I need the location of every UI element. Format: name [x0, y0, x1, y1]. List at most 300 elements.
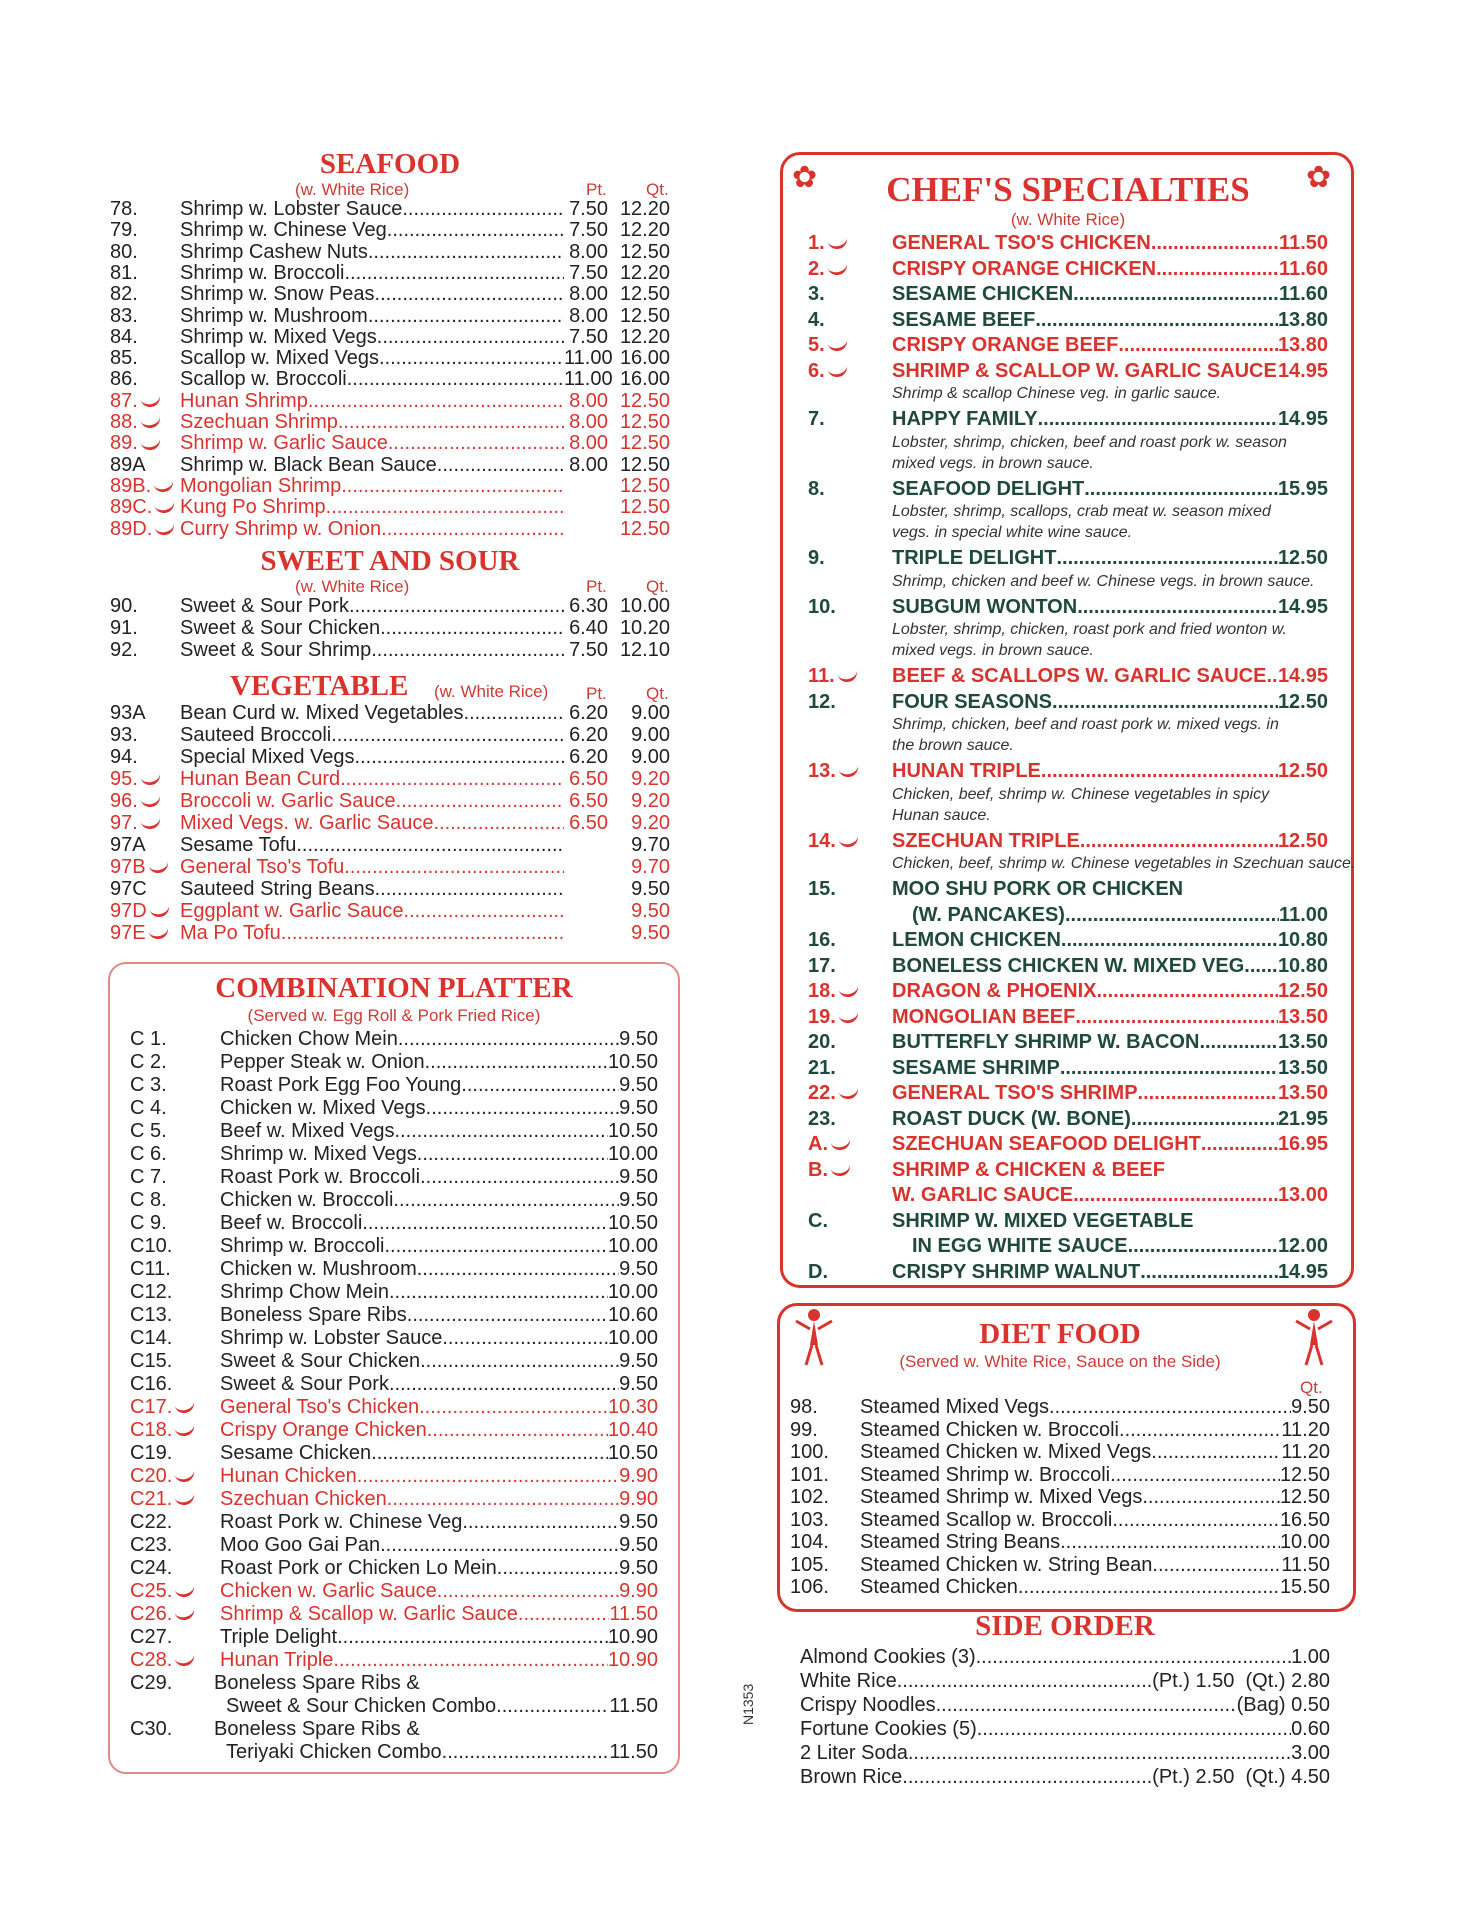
chef-item-row — [808, 309, 1328, 334]
sweet-sour-subtitle: (w. White Rice) — [295, 577, 410, 596]
item-price-quart: 12.50 — [619, 283, 670, 306]
item-number: C 6. — [130, 1143, 167, 1165]
item-description — [892, 853, 1355, 874]
item-price: 10.90 — [607, 1626, 658, 1648]
leader-dots — [340, 768, 564, 791]
item-name: Shrimp w. Chinese Veg. — [180, 219, 393, 242]
item-name: TRIPLE DELIGHT — [892, 547, 1057, 569]
item-name: Sauteed Broccoli — [180, 724, 332, 746]
item-name: MOO SHU PORK OR CHICKEN — [892, 878, 1184, 900]
leader-dots — [1073, 1184, 1278, 1207]
item-price: 10.00 — [607, 1143, 658, 1165]
item-price: 13.80 — [1277, 308, 1328, 331]
item-price: 9.50 — [619, 1373, 658, 1395]
item-name: SUBGUM WONTON — [892, 595, 1078, 618]
item-number: 89B. — [110, 475, 180, 498]
menu-item-row — [110, 411, 670, 433]
leader-dots — [1112, 1509, 1280, 1532]
item-name: 2 Liter Soda — [800, 1742, 908, 1764]
combo-item-row — [130, 1235, 658, 1257]
item-price: 10.00 — [607, 1281, 658, 1303]
item-price: 9.50 — [619, 1258, 658, 1280]
item-name: W. GARLIC SAUCE — [892, 1184, 1074, 1206]
leader-dots — [1096, 980, 1277, 1003]
combo-item-row — [130, 1350, 658, 1372]
menu-item-row — [110, 198, 670, 220]
item-number: C26. — [130, 1603, 220, 1626]
leader-dots — [1056, 547, 1277, 570]
item-price-pint: 8.00 — [569, 389, 608, 412]
side-item-row — [800, 1646, 1330, 1668]
leader-dots — [437, 454, 564, 477]
combo-item-row-cont — [130, 1695, 658, 1717]
item-number: 1. — [808, 232, 892, 255]
menu-item-row — [110, 617, 670, 639]
item-price-quart: 12.20 — [619, 325, 670, 348]
item-price: 1.00 — [1291, 1646, 1330, 1668]
item-number: 105. — [790, 1553, 829, 1576]
item-price: 13.50 — [1277, 1082, 1328, 1104]
chef-item-row — [808, 1057, 1328, 1082]
item-price: 9.90 — [619, 1580, 658, 1602]
leader-dots — [1266, 665, 1277, 688]
side-title: SIDE ORDER — [975, 1610, 1155, 1642]
seafood-title: SEAFOOD — [319, 148, 461, 180]
combo-item-row — [130, 1511, 658, 1533]
leader-dots — [368, 241, 564, 264]
item-name: Steamed Mixed Vegs. — [860, 1396, 1055, 1418]
leader-dots — [417, 1258, 619, 1281]
leader-dots — [908, 1742, 1291, 1765]
item-number: C23. — [130, 1534, 173, 1556]
item-price-pint: 11.00 — [564, 368, 613, 391]
item-number: 23. — [808, 1107, 836, 1130]
item-description — [892, 784, 1269, 826]
leader-dots — [976, 1646, 1291, 1669]
item-number: C14. — [130, 1327, 173, 1349]
item-price: 10.30 — [607, 1396, 658, 1418]
leader-dots — [1073, 283, 1279, 306]
item-price-quart: 10.20 — [619, 617, 670, 639]
item-name: Steamed Chicken w. String Bean — [860, 1553, 1153, 1576]
leader-dots — [281, 922, 564, 945]
item-number: C 7. — [130, 1166, 167, 1188]
item-name: Bean Curd w. Mixed Vegetables — [180, 702, 464, 724]
item-description-line: Chicken, beef, shrimp w. Chinese vegetables in Szechuan sauce. — [892, 855, 1356, 872]
item-number: 21. — [808, 1056, 836, 1079]
item-name: Shrimp w. Broccoli — [180, 261, 345, 284]
combo-item-row — [130, 1557, 658, 1579]
leader-dots — [1138, 1082, 1278, 1105]
item-price: 9.50 — [619, 1074, 658, 1096]
item-name: ROAST DUCK (W. BONE) — [892, 1107, 1131, 1130]
item-description-line: the brown sauce. — [892, 737, 1014, 754]
item-name: Chicken Chow Mein — [220, 1028, 398, 1050]
item-price-pint: 8.00 — [569, 304, 608, 327]
chili-pepper-icon — [827, 338, 849, 353]
item-price-pint: 11.00 — [564, 347, 613, 370]
item-price: (Pt.) 2.50 (Qt.) 4.50 — [1152, 1766, 1330, 1788]
leader-dots — [1077, 596, 1278, 619]
item-number: 22. — [808, 1082, 892, 1105]
item-number: 6. — [808, 360, 892, 383]
leader-dots — [1084, 478, 1278, 501]
chili-pepper-icon — [174, 1607, 196, 1622]
combo-item-row — [130, 1074, 658, 1096]
side-item-row — [800, 1670, 1330, 1692]
combo-item-row — [130, 1442, 658, 1464]
leader-dots — [296, 834, 564, 857]
leader-dots — [380, 1534, 619, 1557]
leader-dots — [1075, 1006, 1278, 1029]
combo-subtitle: (Served w. Egg Roll & Pork Fried Rice) — [247, 1006, 541, 1025]
item-price: 10.50 — [607, 1051, 658, 1073]
chili-pepper-icon — [174, 1584, 196, 1599]
leader-dots — [1152, 1554, 1281, 1577]
combo-item-row — [130, 1189, 658, 1211]
item-price-pint: 8.00 — [569, 240, 608, 263]
item-name: Broccoli w. Garlic Sauce — [180, 790, 396, 812]
item-number: 103. — [790, 1508, 829, 1531]
leader-dots — [392, 219, 564, 242]
item-price-quart: 9.50 — [631, 922, 670, 944]
item-price: 10.90 — [607, 1649, 658, 1671]
item-number: D. — [808, 1260, 828, 1283]
item-number: 10. — [808, 595, 836, 618]
combo-item-row — [130, 1258, 658, 1280]
leader-dots — [431, 1097, 619, 1120]
item-price: 9.90 — [619, 1488, 658, 1510]
item-price: 10.50 — [607, 1212, 658, 1234]
item-number: C24. — [130, 1557, 173, 1579]
menu-item-row — [110, 518, 670, 540]
menu-item-row — [110, 856, 670, 878]
leader-dots — [936, 1694, 1237, 1717]
item-price: 12.00 — [1277, 1235, 1328, 1257]
leader-dots — [1052, 691, 1278, 714]
item-price: 11.00 — [1279, 903, 1328, 926]
item-name: MONGOLIAN BEEF — [892, 1005, 1076, 1028]
item-price: 21.95 — [1277, 1107, 1328, 1130]
item-number: C12. — [130, 1281, 173, 1303]
sweet-sour-col-qt: Qt. — [646, 577, 669, 596]
item-number: 5. — [808, 334, 892, 357]
item-price: 11.60 — [1279, 257, 1328, 280]
item-number: 89D. — [110, 518, 180, 541]
chili-pepper-icon — [140, 794, 162, 809]
item-name: Sesame Chicken — [220, 1442, 372, 1464]
item-name: White Rice — [800, 1670, 897, 1692]
item-name: Shrimp w. Mixed Vegs. — [180, 325, 383, 348]
item-description — [892, 432, 1287, 474]
combo-item-row — [130, 1649, 658, 1671]
leader-dots — [338, 411, 564, 434]
leader-dots — [398, 1028, 619, 1051]
item-price-quart: 12.50 — [619, 517, 670, 540]
item-name: SEAFOOD DELIGHT — [892, 477, 1085, 500]
item-number: 102. — [790, 1486, 829, 1508]
leader-dots — [1244, 955, 1278, 978]
item-name: Boneless Spare Ribs & — [214, 1718, 420, 1740]
leader-dots — [433, 812, 564, 835]
item-name: Shrimp w. Garlic Sauce — [180, 432, 388, 455]
diet-item-row — [790, 1554, 1330, 1576]
item-number: 104. — [790, 1531, 829, 1553]
diet-col-qt: Qt. — [1300, 1378, 1323, 1397]
item-name: Hunan Bean Curd — [180, 768, 341, 790]
item-number: 97A — [110, 834, 146, 856]
chef-item-row — [808, 1159, 1328, 1184]
item-number: C13. — [130, 1304, 173, 1326]
leader-dots — [1080, 830, 1278, 853]
item-name: Chicken w. Mixed Vegs. — [220, 1097, 432, 1119]
item-name: General Tso's Chicken — [220, 1396, 420, 1418]
side-item-row — [800, 1718, 1330, 1740]
item-name: BUTTERFLY SHRIMP W. BACON — [892, 1031, 1200, 1053]
item-number: 78. — [110, 198, 138, 220]
chef-item-row — [808, 904, 1328, 929]
item-number: 9. — [808, 547, 825, 569]
chili-pepper-icon — [174, 1400, 196, 1415]
leader-dots — [1128, 1235, 1278, 1258]
leader-dots — [345, 262, 565, 285]
item-name: Roast Pork or Chicken Lo Mein — [220, 1557, 497, 1579]
item-number: 92. — [110, 639, 138, 661]
leader-dots — [1065, 904, 1279, 927]
leader-dots — [387, 1488, 619, 1511]
item-price: 16.50 — [1279, 1508, 1330, 1531]
diet-item-row — [790, 1396, 1330, 1418]
menu-item-row — [110, 241, 670, 263]
item-price: 10.80 — [1277, 929, 1328, 951]
item-price-quart: 9.50 — [631, 878, 670, 900]
leader-dots — [1157, 1441, 1282, 1464]
seafood-col-qt: Qt. — [646, 180, 669, 199]
leader-dots — [337, 1626, 608, 1649]
leader-dots — [308, 390, 564, 413]
leader-dots — [389, 1281, 608, 1304]
item-price: 11.50 — [1281, 1553, 1330, 1576]
leader-dots — [1041, 760, 1278, 783]
leader-dots — [419, 1396, 608, 1419]
leader-dots — [371, 1442, 608, 1465]
combo-item-row — [130, 1672, 658, 1694]
item-name: LEMON CHICKEN — [892, 929, 1061, 951]
item-price-quart: 9.70 — [631, 834, 670, 856]
item-name: Mongolian Shrimp — [180, 474, 342, 497]
item-number: C. — [808, 1209, 828, 1232]
item-name: Brown Rice — [800, 1766, 903, 1788]
item-price: 12.50 — [1277, 760, 1328, 782]
item-number: C 3. — [130, 1074, 167, 1096]
leader-dots — [380, 617, 564, 640]
item-description-line: Lobster, shrimp, chicken, roast pork and fried wonton w. — [892, 621, 1287, 638]
item-number: 87. — [110, 390, 180, 413]
chili-pepper-icon — [830, 1163, 852, 1178]
item-price: 0.60 — [1291, 1718, 1330, 1740]
leader-dots — [326, 496, 564, 519]
flower-corner-icon: ✿ — [1306, 161, 1332, 194]
item-number: 7. — [808, 408, 825, 430]
chili-pepper-icon — [174, 1653, 196, 1668]
leader-dots — [497, 1557, 619, 1580]
chef-item-row — [808, 596, 1328, 621]
item-number: 16. — [808, 929, 836, 951]
leader-dots — [333, 1649, 608, 1672]
item-name: Scallop w. Broccoli — [180, 368, 347, 391]
item-price: 9.50 — [619, 1557, 658, 1579]
item-price: 10.00 — [1279, 1531, 1330, 1553]
item-price: 9.50 — [619, 1534, 658, 1556]
item-price: 10.50 — [607, 1442, 658, 1464]
item-name: IN EGG WHITE SAUCE — [912, 1235, 1128, 1257]
item-number: C15. — [130, 1350, 173, 1372]
chef-item-row — [808, 1031, 1328, 1056]
item-price-pint: 7.50 — [569, 639, 608, 661]
leader-dots — [385, 1235, 608, 1258]
item-number: A. — [808, 1133, 892, 1156]
item-name: SESAME CHICKEN — [892, 283, 1074, 305]
item-number: 90. — [110, 595, 138, 617]
leader-dots — [385, 347, 564, 370]
item-price: 15.50 — [1279, 1576, 1330, 1598]
combo-item-row — [130, 1626, 658, 1648]
item-name: Shrimp w. Lobster Sauce — [180, 198, 403, 220]
item-name: Shrimp & Scallop w. Garlic Sauce — [220, 1603, 518, 1625]
chili-pepper-icon — [827, 236, 849, 251]
menu-item-row — [110, 219, 670, 241]
leader-dots — [468, 1511, 619, 1534]
item-price-quart: 12.50 — [619, 240, 670, 263]
menu-item-row — [110, 475, 670, 497]
item-price: 9.50 — [619, 1189, 658, 1211]
item-name: Moo Goo Gai Pan — [220, 1534, 381, 1556]
chef-item-row — [808, 1235, 1328, 1260]
item-price-quart: 9.70 — [631, 856, 670, 878]
item-price-quart: 12.20 — [619, 261, 670, 284]
diet-title: DIET FOOD — [979, 1318, 1141, 1350]
chili-pepper-icon — [838, 834, 860, 849]
leader-dots — [1060, 1057, 1278, 1080]
item-price: 12.50 — [1279, 1463, 1330, 1486]
item-name: Scallop w. Mixed Vegs. — [180, 347, 385, 370]
item-description-line: Lobster, shrimp, scallops, crab meat w. season mixed — [892, 503, 1271, 520]
item-price: 11.60 — [1279, 283, 1328, 305]
item-price: (Bag) 0.50 — [1236, 1694, 1330, 1716]
chili-pepper-icon — [140, 437, 162, 452]
item-price-quart: 12.50 — [619, 474, 670, 497]
item-number: C25. — [130, 1580, 220, 1603]
diet-item-row — [790, 1486, 1330, 1508]
item-name: Hunan Triple — [220, 1649, 334, 1671]
chef-item-row — [808, 258, 1328, 283]
item-number: 85. — [110, 347, 138, 370]
item-price-pint: 8.00 — [569, 411, 608, 433]
item-price: 11.50 — [609, 1741, 658, 1763]
seafood-subtitle: (w. White Rice) — [295, 180, 410, 199]
leader-dots — [368, 305, 564, 328]
item-price: 13.50 — [1277, 1056, 1328, 1079]
item-number: 3. — [808, 283, 825, 305]
item-name: Steamed Chicken w. Mixed Vegs. — [860, 1441, 1157, 1463]
chili-pepper-icon — [148, 926, 170, 941]
item-number: 97E — [110, 922, 180, 945]
item-price-quart: 12.10 — [619, 639, 670, 661]
item-price-quart: 12.50 — [619, 411, 670, 433]
chef-title: CHEF'S SPECIALTIES — [886, 170, 1250, 209]
vegetable-col-pt: Pt. — [586, 684, 607, 703]
item-price: 9.50 — [619, 1028, 658, 1050]
leader-dots — [437, 1580, 619, 1603]
item-number: 97D — [110, 900, 180, 923]
item-name: Shrimp w. Black Bean Sauce — [180, 453, 437, 476]
item-name: Eggplant w. Garlic Sauce — [180, 900, 404, 922]
seafood-section — [110, 148, 670, 538]
item-name: Chicken w. Mushroom — [220, 1258, 417, 1280]
item-name: CRISPY ORANGE BEEF — [892, 334, 1119, 356]
flower-corner-icon: ✿ — [792, 161, 818, 194]
leader-dots — [388, 432, 564, 455]
item-price-quart: 12.50 — [619, 453, 670, 476]
chili-pepper-icon — [838, 984, 860, 999]
item-price-quart: 12.50 — [619, 496, 670, 519]
leader-dots — [420, 1166, 619, 1189]
combo-item-row — [130, 1419, 658, 1441]
item-name: SHRIMP & SCALLOP W. GARLIC SAUCE — [892, 359, 1277, 382]
item-description-line: Shrimp & scallop Chinese veg. in garlic sauce. — [892, 385, 1222, 402]
item-number: 100. — [790, 1441, 829, 1463]
combo-item-row — [130, 1166, 658, 1188]
item-name: BEEF & SCALLOPS W. GARLIC SAUCE — [892, 665, 1267, 687]
item-number: 79. — [110, 219, 138, 242]
leader-dots — [371, 639, 564, 662]
leader-dots — [347, 368, 564, 391]
item-name: HUNAN TRIPLE — [892, 760, 1041, 782]
item-number: C20. — [130, 1465, 220, 1488]
item-name: Beef w. Mixed Vegs. — [220, 1120, 401, 1142]
item-number: 89C. — [110, 496, 180, 519]
leader-dots — [393, 1189, 619, 1212]
item-number: C 5. — [130, 1120, 167, 1142]
leader-dots — [1151, 232, 1279, 255]
menu-item-row — [110, 432, 670, 454]
item-number: C10. — [130, 1235, 173, 1257]
menu-item-row — [110, 326, 670, 348]
leader-dots — [360, 746, 564, 769]
leader-dots — [382, 326, 564, 349]
combo-item-row — [130, 1051, 658, 1073]
item-number: 18. — [808, 980, 892, 1003]
leader-dots — [1140, 1261, 1278, 1284]
chef-item-row — [808, 478, 1328, 503]
chef-item-row — [808, 830, 1328, 855]
item-name: Crispy Orange Chicken — [220, 1419, 427, 1441]
combo-item-row — [130, 1465, 658, 1487]
item-price-quart: 12.20 — [619, 198, 670, 220]
item-number: 8. — [808, 477, 825, 500]
chef-item-row — [808, 408, 1328, 433]
menu-item-row — [110, 922, 670, 944]
item-description-line: mixed vegs. in brown sauce. — [892, 454, 1094, 472]
item-name: Hunan Shrimp — [180, 389, 308, 412]
combo-item-row — [130, 1281, 658, 1303]
item-price-quart: 9.20 — [631, 768, 670, 790]
diet-subtitle: (Served w. White Rice, Sauce on the Side) — [899, 1352, 1221, 1371]
item-name: Steamed String Beans — [860, 1531, 1061, 1553]
item-name: Hunan Chicken — [220, 1465, 357, 1487]
diet-item-row — [790, 1576, 1330, 1598]
item-description — [892, 571, 1314, 592]
